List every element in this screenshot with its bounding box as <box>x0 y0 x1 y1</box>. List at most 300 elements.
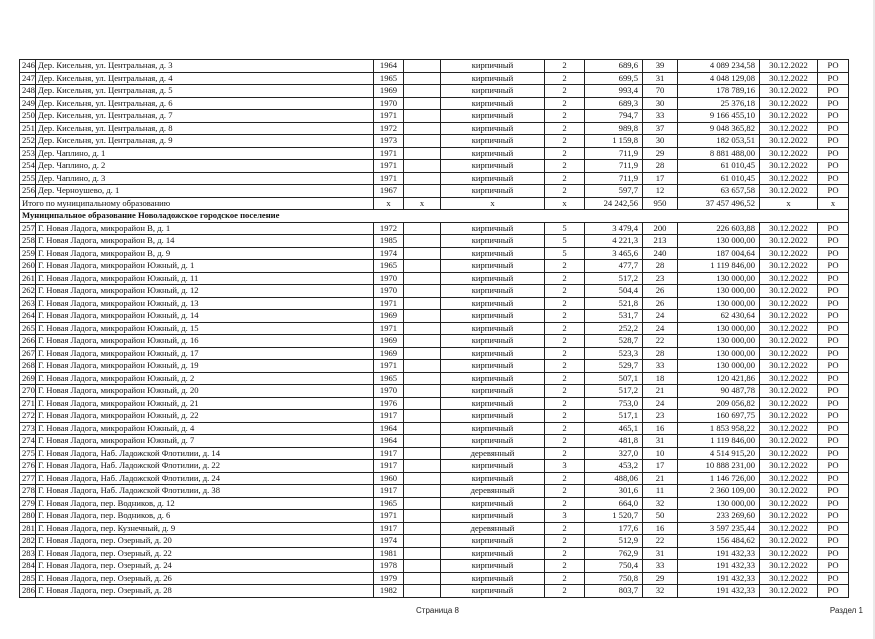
row-blank <box>404 522 441 535</box>
row-cost: 9 048 365,82 <box>678 122 760 135</box>
row-material: деревянный <box>441 485 545 498</box>
row-cost: 1 119 846,00 <box>678 435 760 448</box>
page-number: Страница 8 <box>416 606 459 615</box>
row-date: 30.12.2022 <box>760 260 818 273</box>
row-date: 30.12.2022 <box>760 360 818 373</box>
row-cost: 130 000,00 <box>678 272 760 285</box>
row-material: кирпичный <box>441 547 545 560</box>
row-date: 30.12.2022 <box>760 397 818 410</box>
row-floors: 2 <box>545 547 585 560</box>
row-blank <box>404 385 441 398</box>
table-row <box>20 147 849 160</box>
row-source: РО <box>818 510 849 523</box>
row-source: РО <box>818 185 849 198</box>
table-row <box>20 235 849 248</box>
row-material: кирпичный <box>441 147 545 160</box>
row-floors: 2 <box>545 110 585 123</box>
row-address: Дер. Чаплино, д. 2 <box>36 160 374 173</box>
row-source: РО <box>818 85 849 98</box>
row-number: 257 <box>20 222 36 235</box>
row-address: Г. Новая Ладога, пер. Озерный, д. 26 <box>36 572 374 585</box>
row-blank <box>404 535 441 548</box>
row-floors: 2 <box>545 60 585 73</box>
row-floors: 2 <box>545 172 585 185</box>
row-blank <box>404 360 441 373</box>
row-floors: 2 <box>545 147 585 160</box>
table-row <box>20 460 849 473</box>
table-row <box>20 260 849 273</box>
row-material: кирпичный <box>441 460 545 473</box>
row-cost: 191 432,33 <box>678 547 760 560</box>
row-residents: 31 <box>643 72 678 85</box>
row-floors: 2 <box>545 472 585 485</box>
row-material: кирпичный <box>441 260 545 273</box>
table-row <box>20 435 849 448</box>
row-address: Г. Новая Ладога, микрорайон В, д. 1 <box>36 222 374 235</box>
row-source: РО <box>818 122 849 135</box>
row-blank <box>404 297 441 310</box>
row-floors: 2 <box>545 485 585 498</box>
row-area: 4 221,3 <box>585 235 643 248</box>
row-cost: 3 597 235,44 <box>678 522 760 535</box>
row-date: 30.12.2022 <box>760 135 818 148</box>
row-year: 1981 <box>374 547 404 560</box>
table-row <box>20 310 849 323</box>
row-number: 279 <box>20 497 36 510</box>
row-cost: 226 603,88 <box>678 222 760 235</box>
row-floors: 2 <box>545 385 585 398</box>
row-blank <box>404 572 441 585</box>
row-area: 689,3 <box>585 97 643 110</box>
row-blank <box>404 247 441 260</box>
row-date: 30.12.2022 <box>760 460 818 473</box>
row-material: кирпичный <box>441 422 545 435</box>
row-source: РО <box>818 235 849 248</box>
row-residents: 33 <box>643 360 678 373</box>
total-area: 24 242,56 <box>585 197 643 210</box>
row-cost: 1 146 726,00 <box>678 472 760 485</box>
row-number: 270 <box>20 385 36 398</box>
table-row <box>20 472 849 485</box>
row-cost: 130 000,00 <box>678 322 760 335</box>
table-row <box>20 110 849 123</box>
total-residents: 950 <box>643 197 678 210</box>
row-source: РО <box>818 172 849 185</box>
row-address: Г. Новая Ладога, микрорайон Южный, д. 7 <box>36 435 374 448</box>
row-residents: 30 <box>643 135 678 148</box>
row-floors: 5 <box>545 247 585 260</box>
row-address: Дер. Кисельня, ул. Центральная, д. 9 <box>36 135 374 148</box>
section-label: Раздел 1 <box>829 606 863 615</box>
row-number: 254 <box>20 160 36 173</box>
row-residents: 17 <box>643 460 678 473</box>
row-date: 30.12.2022 <box>760 122 818 135</box>
row-residents: 32 <box>643 497 678 510</box>
row-residents: 200 <box>643 222 678 235</box>
row-address: Г. Новая Ладога, пер. Озерный, д. 20 <box>36 535 374 548</box>
row-date: 30.12.2022 <box>760 472 818 485</box>
row-date: 30.12.2022 <box>760 85 818 98</box>
row-address: Г. Новая Ладога, микрорайон Южный, д. 13 <box>36 297 374 310</box>
row-cost: 191 432,33 <box>678 585 760 598</box>
row-material: кирпичный <box>441 435 545 448</box>
row-material: кирпичный <box>441 360 545 373</box>
row-year: 1972 <box>374 222 404 235</box>
row-residents: 29 <box>643 572 678 585</box>
row-material: кирпичный <box>441 122 545 135</box>
row-year: 1969 <box>374 347 404 360</box>
row-number: 266 <box>20 335 36 348</box>
row-date: 30.12.2022 <box>760 60 818 73</box>
row-area: 711,9 <box>585 147 643 160</box>
total-block <box>20 197 849 222</box>
table-row <box>20 85 849 98</box>
total-floors: х <box>545 197 585 210</box>
row-blank <box>404 472 441 485</box>
row-blank <box>404 435 441 448</box>
row-address: Г. Новая Ладога, пер. Озерный, д. 24 <box>36 560 374 573</box>
row-address: Г. Новая Ладога, микрорайон Южный, д. 2 <box>36 372 374 385</box>
row-address: Г. Новая Ладога, пер. Кузнечный, д. 9 <box>36 522 374 535</box>
row-blank <box>404 322 441 335</box>
row-date: 30.12.2022 <box>760 160 818 173</box>
row-material: кирпичный <box>441 185 545 198</box>
row-floors: 2 <box>545 285 585 298</box>
table-row <box>20 347 849 360</box>
row-blank <box>404 510 441 523</box>
row-material: кирпичный <box>441 235 545 248</box>
row-residents: 30 <box>643 97 678 110</box>
section-title: Муниципальное образование Новоладожское городское поселение <box>20 210 849 223</box>
row-blank <box>404 147 441 160</box>
row-floors: 2 <box>545 322 585 335</box>
row-address: Г. Новая Ладога, микрорайон Южный, д. 17 <box>36 347 374 360</box>
row-residents: 16 <box>643 422 678 435</box>
row-floors: 2 <box>545 447 585 460</box>
row-date: 30.12.2022 <box>760 435 818 448</box>
row-year: 1964 <box>374 60 404 73</box>
table-row <box>20 97 849 110</box>
row-year: 1917 <box>374 485 404 498</box>
row-address: Г. Новая Ладога, Наб. Ладожской Флотилии, д. 24 <box>36 472 374 485</box>
row-address: Г. Новая Ладога, пер. Озерный, д. 22 <box>36 547 374 560</box>
row-year: 1978 <box>374 560 404 573</box>
row-year: 1970 <box>374 285 404 298</box>
row-floors: 2 <box>545 135 585 148</box>
row-address: Г. Новая Ладога, микрорайон Южный, д. 19 <box>36 360 374 373</box>
row-year: 1971 <box>374 172 404 185</box>
row-year: 1971 <box>374 322 404 335</box>
row-floors: 2 <box>545 522 585 535</box>
row-cost: 25 376,18 <box>678 97 760 110</box>
row-floors: 2 <box>545 435 585 448</box>
row-source: РО <box>818 335 849 348</box>
row-residents: 26 <box>643 297 678 310</box>
row-cost: 209 056,82 <box>678 397 760 410</box>
row-material: кирпичный <box>441 385 545 398</box>
row-material: кирпичный <box>441 510 545 523</box>
row-area: 512,9 <box>585 535 643 548</box>
row-year: 1971 <box>374 297 404 310</box>
row-number: 276 <box>20 460 36 473</box>
row-area: 252,2 <box>585 322 643 335</box>
table-row <box>20 485 849 498</box>
row-residents: 21 <box>643 472 678 485</box>
row-year: 1917 <box>374 410 404 423</box>
table-row <box>20 172 849 185</box>
row-residents: 18 <box>643 372 678 385</box>
row-number: 252 <box>20 135 36 148</box>
row-residents: 213 <box>643 235 678 248</box>
row-source: РО <box>818 472 849 485</box>
row-area: 711,9 <box>585 160 643 173</box>
row-area: 989,8 <box>585 122 643 135</box>
row-cost: 1 853 958,22 <box>678 422 760 435</box>
row-material: кирпичный <box>441 535 545 548</box>
row-date: 30.12.2022 <box>760 522 818 535</box>
row-area: 301,6 <box>585 485 643 498</box>
row-material: кирпичный <box>441 110 545 123</box>
total-b: х <box>404 197 441 210</box>
row-blank <box>404 372 441 385</box>
row-area: 481,8 <box>585 435 643 448</box>
row-date: 30.12.2022 <box>760 547 818 560</box>
row-floors: 2 <box>545 310 585 323</box>
row-source: РО <box>818 160 849 173</box>
table-row <box>20 72 849 85</box>
row-source: РО <box>818 397 849 410</box>
row-year: 1970 <box>374 272 404 285</box>
row-source: РО <box>818 522 849 535</box>
row-address: Г. Новая Ладога, микрорайон Южный, д. 1 <box>36 260 374 273</box>
row-number: 271 <box>20 397 36 410</box>
row-floors: 2 <box>545 497 585 510</box>
row-source: РО <box>818 560 849 573</box>
row-year: 1917 <box>374 447 404 460</box>
row-area: 327,0 <box>585 447 643 460</box>
row-address: Дер. Кисельня, ул. Центральная, д. 3 <box>36 60 374 73</box>
row-floors: 2 <box>545 360 585 373</box>
row-date: 30.12.2022 <box>760 147 818 160</box>
row-area: 531,7 <box>585 310 643 323</box>
row-cost: 130 000,00 <box>678 497 760 510</box>
row-cost: 9 166 455,10 <box>678 110 760 123</box>
row-blank <box>404 447 441 460</box>
row-source: РО <box>818 297 849 310</box>
table-row <box>20 497 849 510</box>
row-residents: 33 <box>643 110 678 123</box>
row-blank <box>404 72 441 85</box>
row-date: 30.12.2022 <box>760 297 818 310</box>
row-residents: 10 <box>643 447 678 460</box>
row-date: 30.12.2022 <box>760 535 818 548</box>
row-source: РО <box>818 535 849 548</box>
row-date: 30.12.2022 <box>760 510 818 523</box>
row-source: РО <box>818 60 849 73</box>
table-row <box>20 222 849 235</box>
table-row <box>20 297 849 310</box>
row-floors: 2 <box>545 585 585 598</box>
row-source: РО <box>818 410 849 423</box>
row-blank <box>404 397 441 410</box>
row-floors: 2 <box>545 272 585 285</box>
row-floors: 3 <box>545 510 585 523</box>
row-date: 30.12.2022 <box>760 585 818 598</box>
row-blank <box>404 172 441 185</box>
row-area: 504,4 <box>585 285 643 298</box>
row-floors: 2 <box>545 560 585 573</box>
table-row <box>20 547 849 560</box>
row-date: 30.12.2022 <box>760 285 818 298</box>
row-year: 1982 <box>374 585 404 598</box>
row-cost: 130 000,00 <box>678 285 760 298</box>
row-address: Г. Новая Ладога, микрорайон В, д. 9 <box>36 247 374 260</box>
row-year: 1965 <box>374 497 404 510</box>
table-row <box>20 285 849 298</box>
row-blank <box>404 497 441 510</box>
row-address: Дер. Чаплино, д. 1 <box>36 147 374 160</box>
row-cost: 4 048 129,08 <box>678 72 760 85</box>
row-residents: 26 <box>643 285 678 298</box>
row-date: 30.12.2022 <box>760 447 818 460</box>
rows-top <box>20 60 849 198</box>
row-address: Г. Новая Ладога, микрорайон В, д. 14 <box>36 235 374 248</box>
row-cost: 8 881 488,00 <box>678 147 760 160</box>
row-address: Дер. Чернoушево, д. 1 <box>36 185 374 198</box>
row-address: Г. Новая Ладога, пер. Водников, д. 12 <box>36 497 374 510</box>
row-year: 1970 <box>374 97 404 110</box>
row-blank <box>404 585 441 598</box>
row-number: 282 <box>20 535 36 548</box>
row-source: РО <box>818 97 849 110</box>
table-row <box>20 585 849 598</box>
row-residents: 11 <box>643 485 678 498</box>
row-address: Дер. Кисельня, ул. Центральная, д. 5 <box>36 85 374 98</box>
row-area: 523,3 <box>585 347 643 360</box>
row-floors: 2 <box>545 535 585 548</box>
row-area: 517,2 <box>585 385 643 398</box>
row-date: 30.12.2022 <box>760 222 818 235</box>
row-date: 30.12.2022 <box>760 322 818 335</box>
row-cost: 4 089 234,58 <box>678 60 760 73</box>
row-date: 30.12.2022 <box>760 235 818 248</box>
row-material: кирпичный <box>441 247 545 260</box>
row-cost: 62 430,64 <box>678 310 760 323</box>
row-residents: 24 <box>643 310 678 323</box>
row-date: 30.12.2022 <box>760 272 818 285</box>
table-row <box>20 272 849 285</box>
row-blank <box>404 422 441 435</box>
table-row <box>20 360 849 373</box>
row-source: РО <box>818 372 849 385</box>
row-material: кирпичный <box>441 310 545 323</box>
row-area: 753,0 <box>585 397 643 410</box>
row-source: РО <box>818 497 849 510</box>
row-cost: 4 514 915,20 <box>678 447 760 460</box>
row-address: Г. Новая Ладога, микрорайон Южный, д. 20 <box>36 385 374 398</box>
row-date: 30.12.2022 <box>760 97 818 110</box>
row-year: 1969 <box>374 85 404 98</box>
row-material: кирпичный <box>441 347 545 360</box>
table-row <box>20 122 849 135</box>
housing-register-table <box>19 59 849 598</box>
table-row <box>20 160 849 173</box>
row-area: 177,6 <box>585 522 643 535</box>
table-row <box>20 422 849 435</box>
row-cost: 130 000,00 <box>678 347 760 360</box>
row-date: 30.12.2022 <box>760 172 818 185</box>
row-source: РО <box>818 360 849 373</box>
row-floors: 2 <box>545 422 585 435</box>
row-address: Дер. Кисельня, ул. Центральная, д. 6 <box>36 97 374 110</box>
table-row <box>20 185 849 198</box>
row-material: кирпичный <box>441 322 545 335</box>
register-sheet <box>19 59 848 598</box>
row-residents: 16 <box>643 522 678 535</box>
row-date: 30.12.2022 <box>760 347 818 360</box>
row-date: 30.12.2022 <box>760 485 818 498</box>
row-floors: 5 <box>545 222 585 235</box>
total-date: х <box>760 197 818 210</box>
row-residents: 28 <box>643 260 678 273</box>
row-cost: 120 421,86 <box>678 372 760 385</box>
row-year: 1973 <box>374 135 404 148</box>
row-area: 517,1 <box>585 410 643 423</box>
row-address: Г. Новая Ладога, микрорайон Южный, д. 4 <box>36 422 374 435</box>
row-year: 1965 <box>374 260 404 273</box>
row-year: 1971 <box>374 360 404 373</box>
row-number: 274 <box>20 435 36 448</box>
row-area: 488,06 <box>585 472 643 485</box>
row-year: 1971 <box>374 160 404 173</box>
row-number: 249 <box>20 97 36 110</box>
row-number: 261 <box>20 272 36 285</box>
row-floors: 2 <box>545 572 585 585</box>
row-area: 528,7 <box>585 335 643 348</box>
table-row <box>20 572 849 585</box>
row-number: 267 <box>20 347 36 360</box>
row-number: 272 <box>20 410 36 423</box>
row-number: 260 <box>20 260 36 273</box>
row-year: 1974 <box>374 247 404 260</box>
row-source: РО <box>818 347 849 360</box>
row-year: 1967 <box>374 185 404 198</box>
row-year: 1917 <box>374 522 404 535</box>
total-row <box>20 197 849 210</box>
row-source: РО <box>818 385 849 398</box>
row-material: кирпичный <box>441 272 545 285</box>
row-date: 30.12.2022 <box>760 410 818 423</box>
row-residents: 21 <box>643 385 678 398</box>
row-blank <box>404 560 441 573</box>
row-number: 269 <box>20 372 36 385</box>
row-blank <box>404 85 441 98</box>
row-cost: 63 657,58 <box>678 185 760 198</box>
row-residents: 24 <box>643 322 678 335</box>
table-row <box>20 335 849 348</box>
row-floors: 2 <box>545 122 585 135</box>
row-number: 281 <box>20 522 36 535</box>
row-cost: 178 789,16 <box>678 85 760 98</box>
row-year: 1972 <box>374 122 404 135</box>
row-material: кирпичный <box>441 285 545 298</box>
total-material: х <box>441 197 545 210</box>
row-blank <box>404 222 441 235</box>
row-address: Г. Новая Ладога, пер. Водников, д. 6 <box>36 510 374 523</box>
row-cost: 61 010,45 <box>678 160 760 173</box>
row-blank <box>404 347 441 360</box>
row-source: РО <box>818 547 849 560</box>
